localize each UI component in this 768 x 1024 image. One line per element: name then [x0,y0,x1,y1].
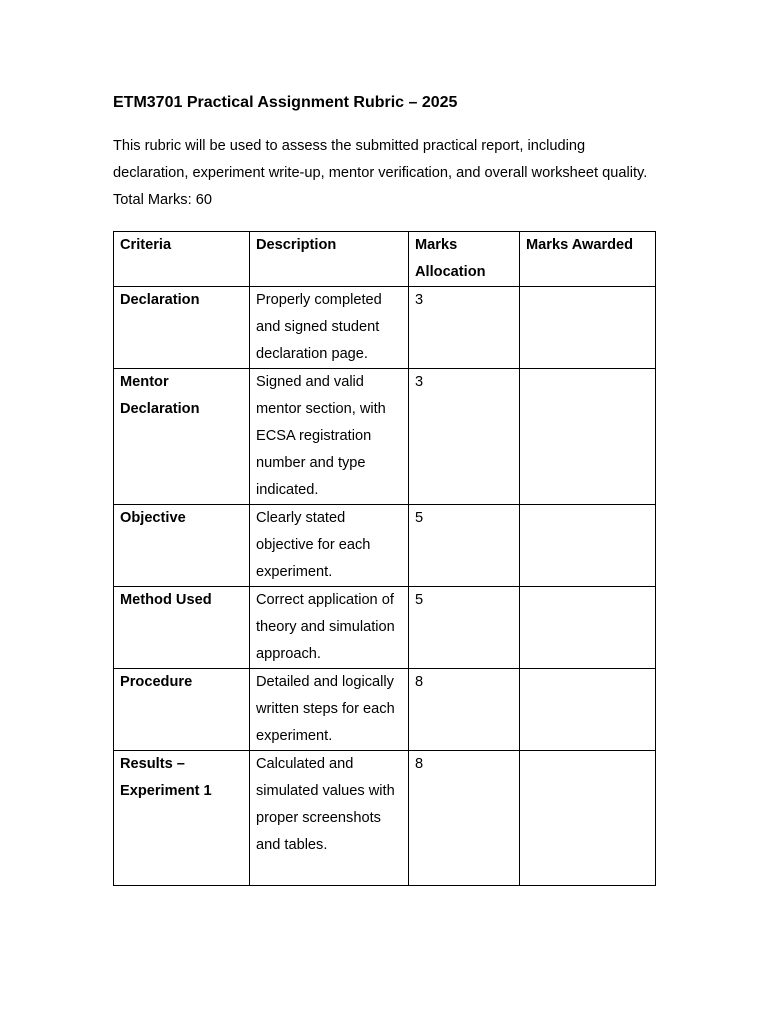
intro-paragraph: This rubric will be used to assess the submitted practical report, including declaration, experiment write-up, mentor verification, and overall worksheet quality. [113,138,648,181]
marks-allocation-cell: 5 [409,587,520,669]
header-marks-allocation: Marks Allocation [409,232,520,287]
document-title: ETM3701 Practical Assignment Rubric – 2025 [113,94,458,111]
marks-awarded-cell [520,669,656,751]
document-page [113,92,658,886]
criteria-cell: Procedure [114,669,250,751]
marks-awarded-cell [520,287,656,369]
marks-awarded-cell [520,369,656,505]
intro-section [113,133,658,214]
table-header-row [114,232,656,287]
table-row [114,369,656,505]
rubric-table [113,231,656,886]
description-cell: Correct application of theory and simulation approach. [250,587,409,669]
marks-awarded-cell [520,505,656,587]
marks-allocation-cell: 3 [409,287,520,369]
description-cell: Properly completed and signed student declaration page. [250,287,409,369]
header-criteria: Criteria [114,232,250,287]
description-cell: Signed and valid mentor section, with ECSA registration number and type indicated. [250,369,409,505]
marks-allocation-cell: 8 [409,669,520,751]
description-cell: Clearly stated objective for each experiment. [250,505,409,587]
criteria-cell: Results – Experiment 1 [114,751,250,886]
table-row [114,669,656,751]
marks-allocation-cell: 3 [409,369,520,505]
marks-awarded-cell [520,751,656,886]
criteria-cell: Objective [114,505,250,587]
table-row [114,751,656,886]
header-description: Description [250,232,409,287]
marks-awarded-cell [520,587,656,669]
marks-allocation-cell: 5 [409,505,520,587]
total-marks: Total Marks: 60 [113,192,212,208]
criteria-cell: Declaration [114,287,250,369]
criteria-cell: Method Used [114,587,250,669]
description-cell: Calculated and simulated values with proper screenshots and tables. [250,751,409,886]
description-cell: Detailed and logically written steps for each experiment. [250,669,409,751]
marks-allocation-cell: 8 [409,751,520,886]
table-row [114,505,656,587]
table-row [114,587,656,669]
header-marks-awarded: Marks Awarded [520,232,656,287]
table-row [114,287,656,369]
criteria-cell: Mentor Declaration [114,369,250,505]
